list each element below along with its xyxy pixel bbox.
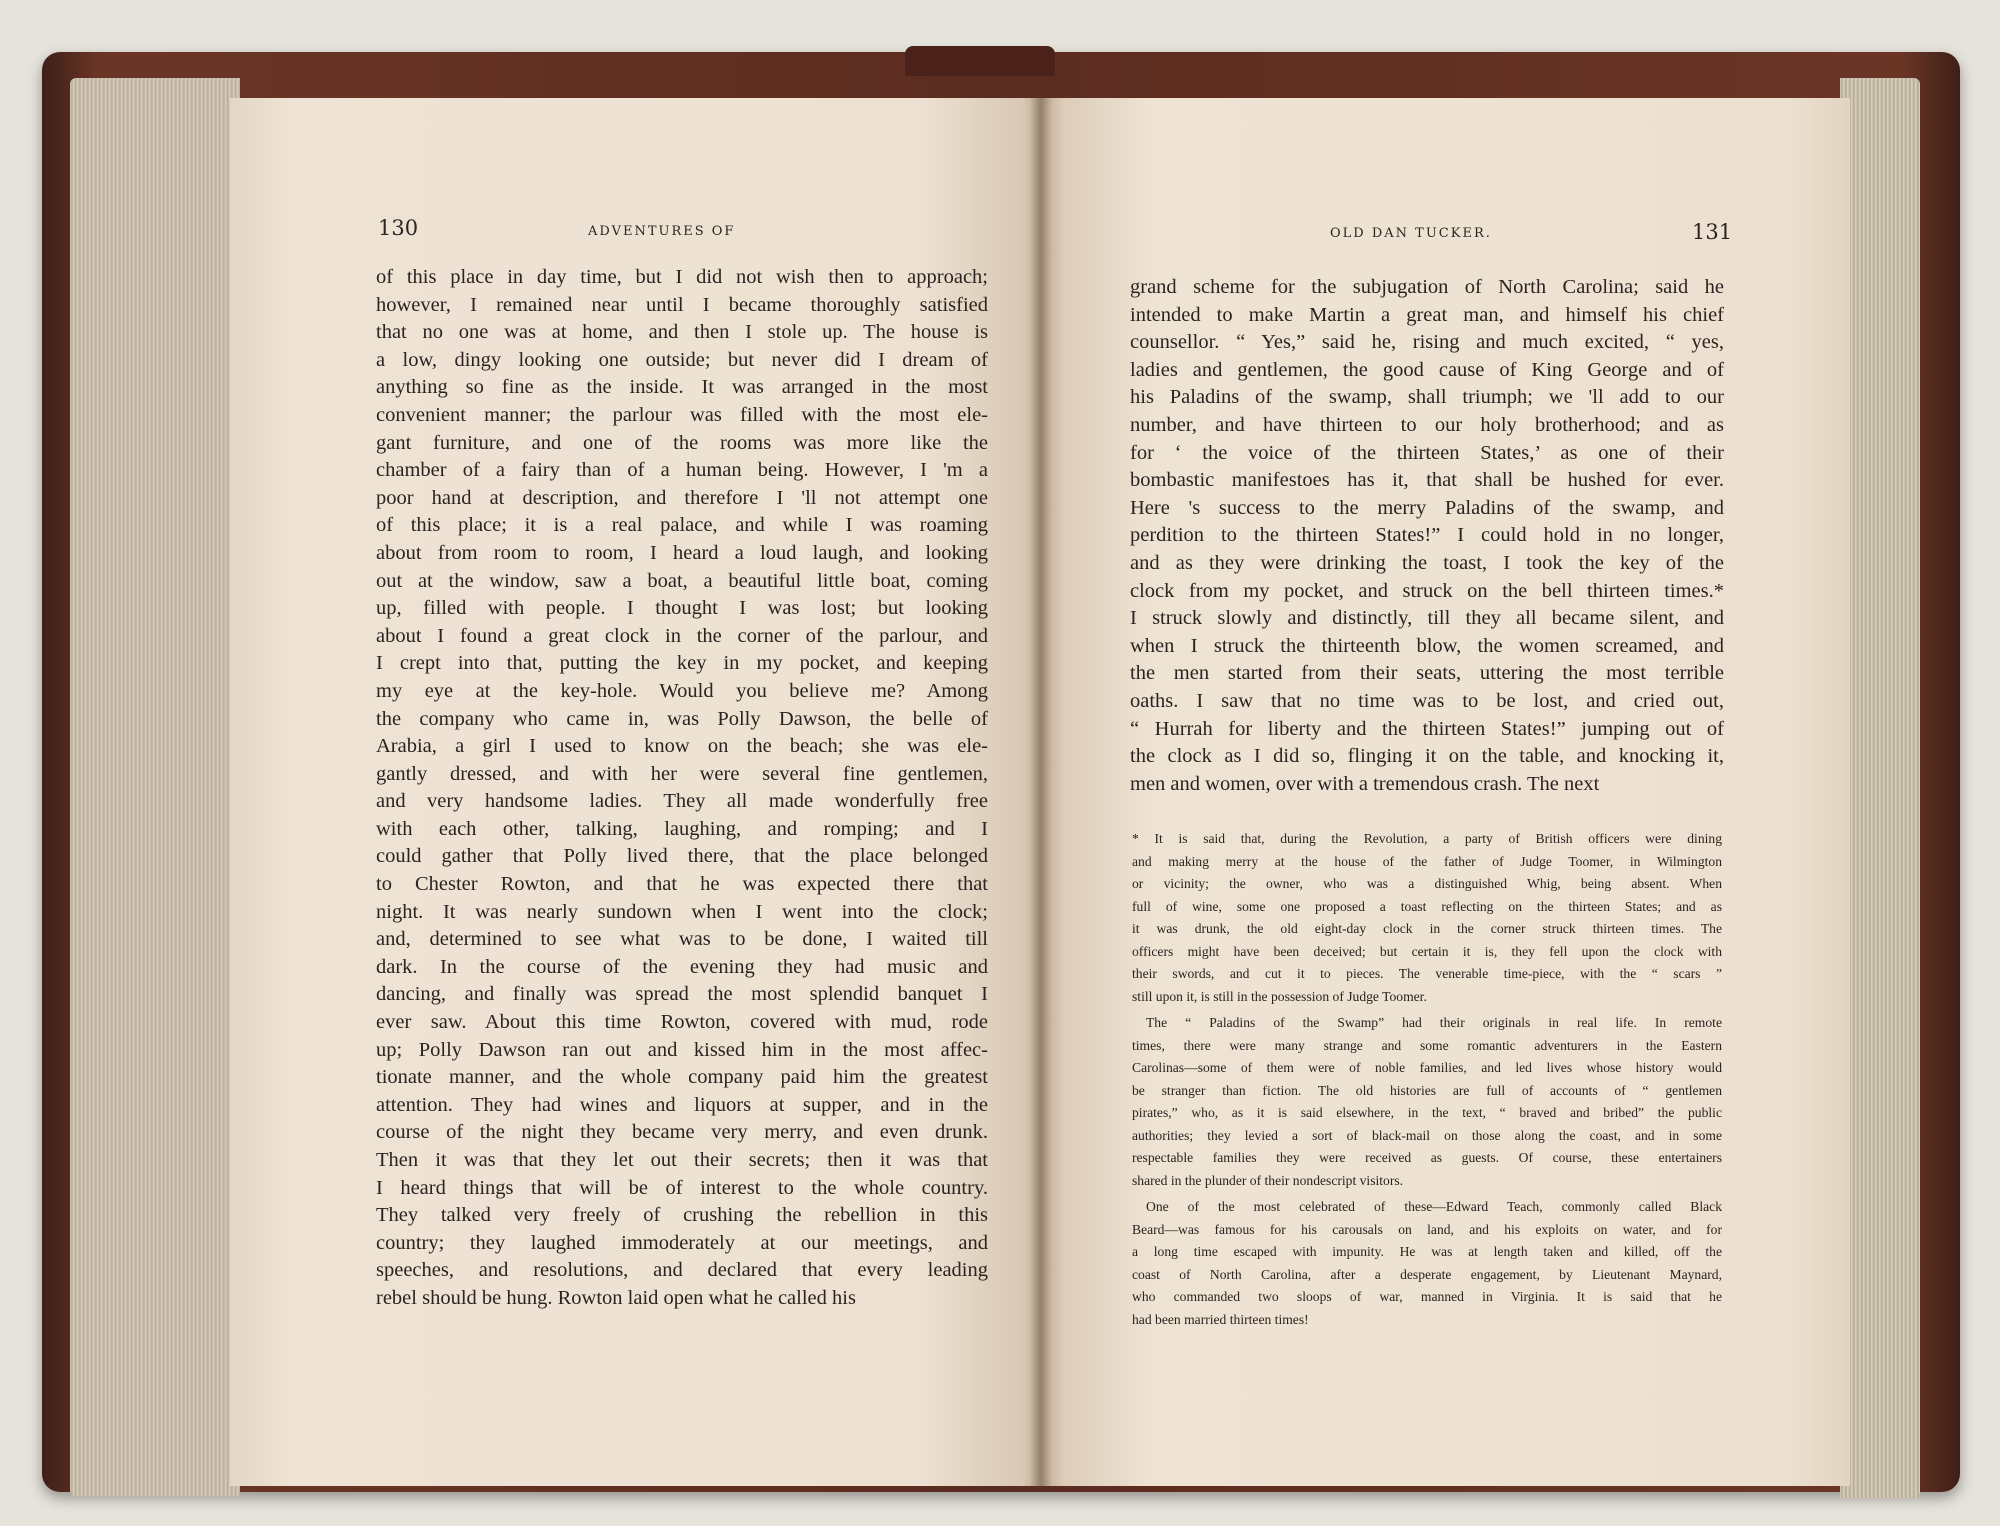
text-line: country; they laughed immoderately at our meetings, and [376, 1231, 988, 1254]
text-line: speeches, and resolutions, and declared that every leading [376, 1259, 988, 1282]
footnote-line: Carolinas—some of them were of noble families, and led lives whose history would [1132, 1060, 1722, 1075]
right-page [1040, 98, 1850, 1486]
text-line: my eye at the key-hole. Would you believe me? Among [376, 679, 988, 702]
text-line: dark. In the course of the evening they had music and [376, 955, 988, 978]
right-running-head: OLD DAN TUCKER. [1330, 226, 1492, 241]
footnote-line: or vicinity; the owner, who was a distinguished Whig, being absent. When [1132, 876, 1722, 891]
footnote-line: pirates,” who, as it is said elsewhere, in the text, “ braved and bribed” the public [1132, 1105, 1722, 1120]
book-spine [905, 46, 1055, 76]
text-line: Arabia, a girl I used to know on the beach; she was ele- [376, 735, 988, 758]
page-edges-left [70, 78, 240, 1496]
footnote-line: Beard—was famous for his carousals on land, and his exploits on water, and for [1132, 1221, 1722, 1237]
text-line: of this place in day time, but I did not wish then to approach; [376, 266, 988, 288]
gutter-shadow [1030, 80, 1052, 1490]
text-line: attention. They had wines and liquors at supper, and in the [376, 1093, 988, 1116]
text-line: gant furniture, and one of the rooms was more like the [376, 431, 988, 454]
text-line: dancing, and finally was spread the most splendid banquet I [376, 983, 988, 1006]
text-line: with each other, talking, laughing, and romping; and I [376, 817, 988, 840]
text-line: tionate manner, and the whole company paid him the greatest [376, 1066, 988, 1089]
footnote-line: and making merry at the house of the father of Judge Toomer, in Wilmington [1132, 853, 1722, 869]
footnote-paragraph [1132, 1196, 1722, 1331]
text-line: the men started from their seats, uttering the most terrible [1130, 662, 1724, 685]
footnote-paragraph [1132, 828, 1722, 1008]
text-line: about from room to room, I heard a loud laugh, and looking [376, 541, 988, 564]
footnote-line: The “ Paladins of the Swamp” had their originals in real life. In remote [1146, 1015, 1722, 1030]
text-line: up; Polly Dawson ran out and kissed him in the most affec- [376, 1038, 988, 1061]
text-line: men and women, over with a tremendous crash. The next [1130, 772, 1600, 795]
text-line: counsellor. “ Yes,” said he, rising and much excited, “ yes, [1130, 331, 1724, 354]
text-line: the clock as I did so, flinging it on the table, and knocking it, [1130, 745, 1724, 768]
footnote-line: it was drunk, the old eight-day clock in the corner struck thirteen times. The [1132, 921, 1722, 936]
text-line: up, filled with people. I thought I was lost; but looking [376, 597, 988, 620]
footnote-line: shared in the plunder of their nondescript visitors. [1132, 1172, 1404, 1188]
left-running-head: ADVENTURES OF [588, 224, 736, 239]
text-line: bombastic manifestoes has it, that shall be hushed for ever. [1130, 469, 1724, 492]
right-body-text [1130, 274, 1724, 798]
text-line: and, determined to see what was to be done, I waited till [376, 928, 988, 951]
text-line: of this place; it is a real palace, and while I was roaming [376, 514, 988, 537]
footnote-line: had been married thirteen times! [1132, 1311, 1309, 1327]
text-line: that no one was at home, and then I stole up. The house is [376, 321, 988, 344]
text-line: I heard things that will be of interest to the whole country. [376, 1176, 988, 1199]
text-line: gantly dressed, and with her were several fine gentlemen, [376, 762, 988, 785]
text-line: night. It was nearly sundown when I went into the clock; [376, 900, 988, 923]
text-line: intended to make Martin a great man, and himself his chief [1130, 303, 1724, 326]
footnotes [1132, 828, 1722, 1335]
text-line: poor hand at description, and therefore I 'll not attempt one [376, 486, 988, 509]
text-line: oaths. I saw that no time was to be lost, and cried out, [1130, 689, 1724, 712]
text-line: the company who came in, was Polly Dawson, the belle of [376, 707, 988, 730]
text-line: number, and have thirteen to our holy brotherhood; and as [1130, 413, 1724, 436]
footnote-line: times, there were many strange and some romantic adventurers in the Eastern [1132, 1037, 1722, 1053]
text-line: and very handsome ladies. They all made wonderfully free [376, 790, 988, 813]
footnote-line: authorities; they levied a sort of black-mail on those along the coast, and in some [1132, 1127, 1722, 1143]
text-line: about I found a great clock in the corner of the parlour, and [376, 624, 988, 647]
footnote-line: a long time escaped with impunity. He was at length taken and killed, off the [1132, 1244, 1722, 1259]
text-line: course of the night they became very merry, and even drunk. [376, 1121, 988, 1144]
footnote-line: respectable families they were received as guests. Of course, these entertainers [1132, 1150, 1722, 1165]
text-line: chamber of a fairy than of a human being. However, I 'm a [376, 459, 988, 482]
text-line: Here 's success to the merry Paladins of the swamp, and [1130, 496, 1724, 519]
text-line: perdition to the thirteen States!” I could hold in no longer, [1130, 524, 1724, 547]
text-line: when I struck the thirteenth blow, the women screamed, and [1130, 634, 1724, 657]
footnote-line: full of wine, some one proposed a toast reflecting on the thirteen States; and as [1132, 898, 1722, 914]
footnote-line: * It is said that, during the Revolution, a party of British officers were dining [1132, 831, 1722, 846]
text-line: his Paladins of the swamp, shall triumph; we 'll add to our [1130, 386, 1724, 409]
text-line: I struck slowly and distinctly, till they all became silent, and [1130, 607, 1724, 630]
left-page-number: 130 [378, 216, 419, 240]
text-line: ladies and gentlemen, the good cause of King George and of [1130, 358, 1724, 381]
text-line: “ Hurrah for liberty and the thirteen States!” jumping out of [1130, 717, 1724, 740]
page-edges-right [1840, 78, 1920, 1498]
text-line: ever saw. About this time Rowton, covered with mud, rode [376, 1011, 988, 1034]
footnote-line: still upon it, is still in the possession of Judge Toomer. [1132, 988, 1427, 1004]
footnote-line: officers might have been deceived; but certain it is, they fell upon the clock with [1132, 943, 1722, 959]
footnote-line: coast of North Carolina, after a desperate engagement, by Lieutenant Maynard, [1132, 1266, 1722, 1282]
footnote-paragraph [1132, 1012, 1722, 1192]
text-line: a low, dingy looking one outside; but never did I dream of [376, 348, 988, 371]
text-line: grand scheme for the subjugation of North Carolina; said he [1130, 276, 1724, 298]
text-line: to Chester Rowton, and that he was expected there that [376, 873, 988, 896]
footnote-line: who commanded two sloops of war, manned in Virginia. It is said that he [1132, 1289, 1722, 1304]
footnote-line: be stranger than fiction. The old histories are full of accounts of “ gentlemen [1132, 1082, 1722, 1098]
left-body-text [376, 264, 988, 1313]
left-page [230, 98, 1040, 1486]
text-line: clock from my pocket, and struck on the bell thirteen times.* [1130, 579, 1724, 602]
text-line: anything so fine as the inside. It was arranged in the most [376, 376, 988, 399]
right-page-number: 131 [1692, 220, 1733, 244]
text-line: and as they were drinking the toast, I took the key of the [1130, 551, 1724, 574]
text-line: I crept into that, putting the key in my pocket, and keeping [376, 652, 988, 675]
footnote-line: One of the most celebrated of these—Edward Teach, commonly called Black [1146, 1199, 1722, 1214]
text-line: convenient manner; the parlour was filled with the most ele- [376, 403, 988, 426]
text-line: They talked very freely of crushing the rebellion in this [376, 1204, 988, 1227]
text-line: rebel should be hung. Rowton laid open what he called his [376, 1286, 856, 1309]
text-line: could gather that Polly lived there, that the place belonged [376, 845, 988, 868]
text-line: for ‘ the voice of the thirteen States,’ as one of their [1130, 441, 1724, 464]
text-line: however, I remained near until I became thoroughly satisfied [376, 293, 988, 316]
text-line: Then it was that they let out their secrets; then it was that [376, 1149, 988, 1171]
footnote-line: their swords, and cut it to pieces. The venerable time-piece, with the “ scars ” [1132, 966, 1722, 981]
text-line: out at the window, saw a boat, a beautiful little boat, coming [376, 569, 988, 592]
